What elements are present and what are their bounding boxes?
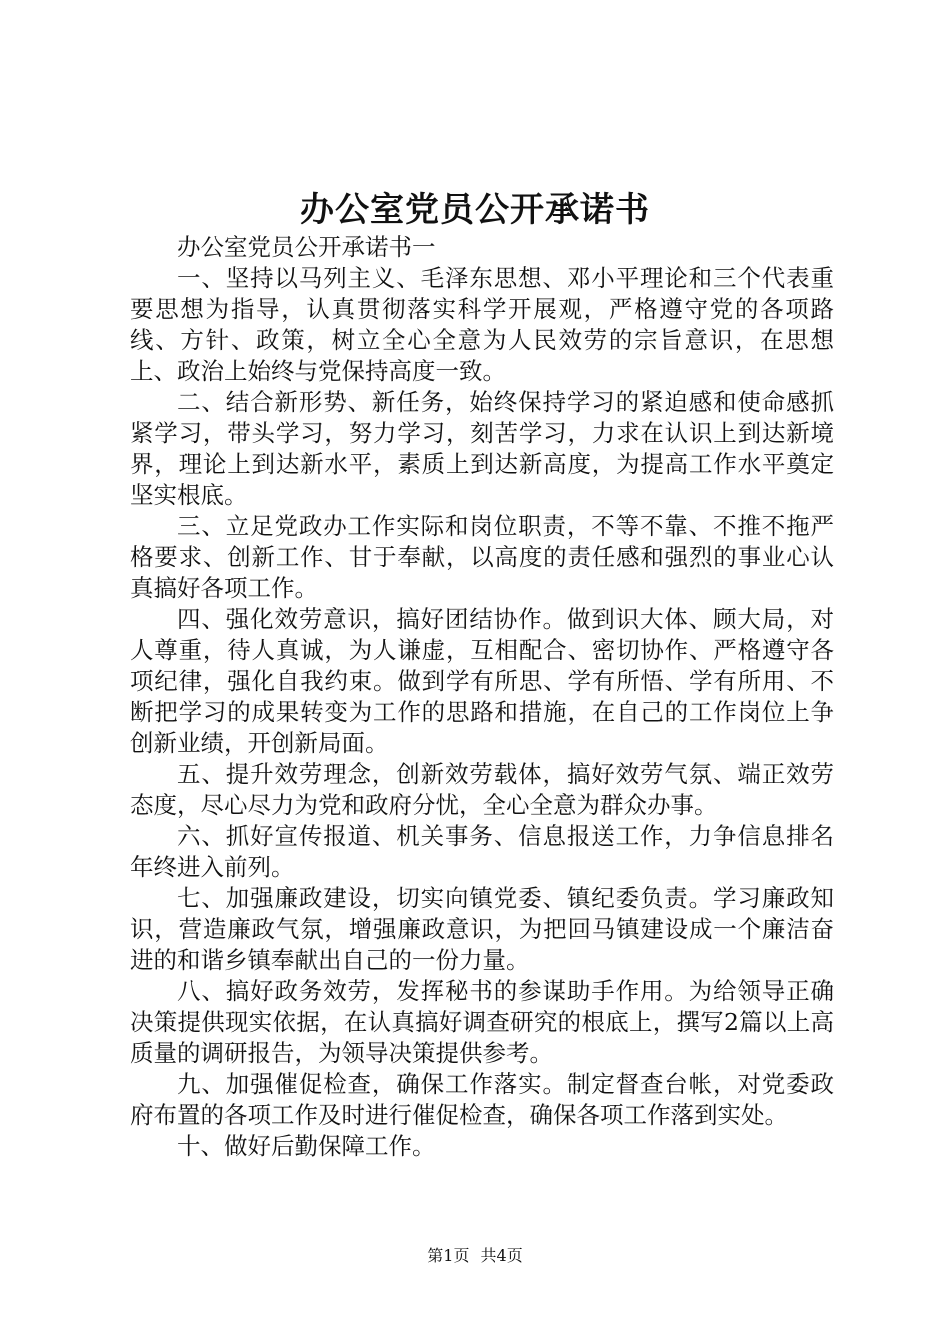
paragraph-4: 四、强化效劳意识，搞好团结协作。做到识大体、顾大局，对人尊重，待人真诚，为人谦虚，互相配合、密切协作、严格遵守各项纪律，强化自我约束。做到学有所思、学有所悟、学有所用、不断把学习的成果转变为工作的思路和措施，在自己的工作岗位上争创新业绩，开创新局面。 xyxy=(130,605,834,757)
paragraph-5: 五、提升效劳理念，创新效劳载体，搞好效劳气氛、端正效劳态度，尽心尽力为党和政府分忧，全心全意为群众办事。 xyxy=(130,760,834,819)
page-number: 第1页 xyxy=(427,1246,470,1265)
paragraph-6: 六、抓好宣传报道、机关事务、信息报送工作，力争信息排名年终进入前列。 xyxy=(130,822,834,881)
paragraph-8: 八、搞好政务效劳，发挥秘书的参谋助手作用。为给领导正确决策提供现实依据，在认真搞好调查研究的根底上，撰写2篇以上高质量的调研报告，为领导决策提供参考。 xyxy=(130,977,834,1067)
page-total: 共4页 xyxy=(480,1246,523,1265)
paragraph-1: 一、坚持以马列主义、毛泽东思想、邓小平理论和三个代表重要思想为指导，认真贯彻落实科学开展观，严格遵守党的各项路线、方针、政策，树立全心全意为人民效劳的宗旨意识，在思想上、政治上始终与党保持高度一致。 xyxy=(130,264,834,385)
document-body xyxy=(130,232,834,1162)
document-subtitle: 办公室党员公开承诺书一 xyxy=(177,233,436,261)
paragraph-9: 九、加强催促检查，确保工作落实。制定督查台帐，对党委政府布置的各项工作及时进行催促检查，确保各项工作落到实处。 xyxy=(130,1070,834,1129)
paragraph-10: 十、做好后勤保障工作。 xyxy=(177,1132,436,1160)
paragraph-3: 三、立足党政办工作实际和岗位职责，不等不靠、不推不拖严格要求、创新工作、甘于奉献，以高度的责任感和强烈的事业心认真搞好各项工作。 xyxy=(130,512,834,602)
document-title: 办公室党员公开承诺书 xyxy=(300,190,650,230)
page-footer xyxy=(0,1244,950,1268)
paragraph-2: 二、结合新形势、新任务，始终保持学习的紧迫感和使命感抓紧学习，带头学习，努力学习，刻苦学习，力求在认识上到达新境界，理论上到达新水平，素质上到达新高度，为提高工作水平奠定坚实根底。 xyxy=(130,388,834,509)
paragraph-7: 七、加强廉政建设，切实向镇党委、镇纪委负责。学习廉政知识，营造廉政气氛，增强廉政意识，为把回马镇建设成一个廉洁奋进的和谐乡镇奉献出自己的一份力量。 xyxy=(130,884,834,974)
